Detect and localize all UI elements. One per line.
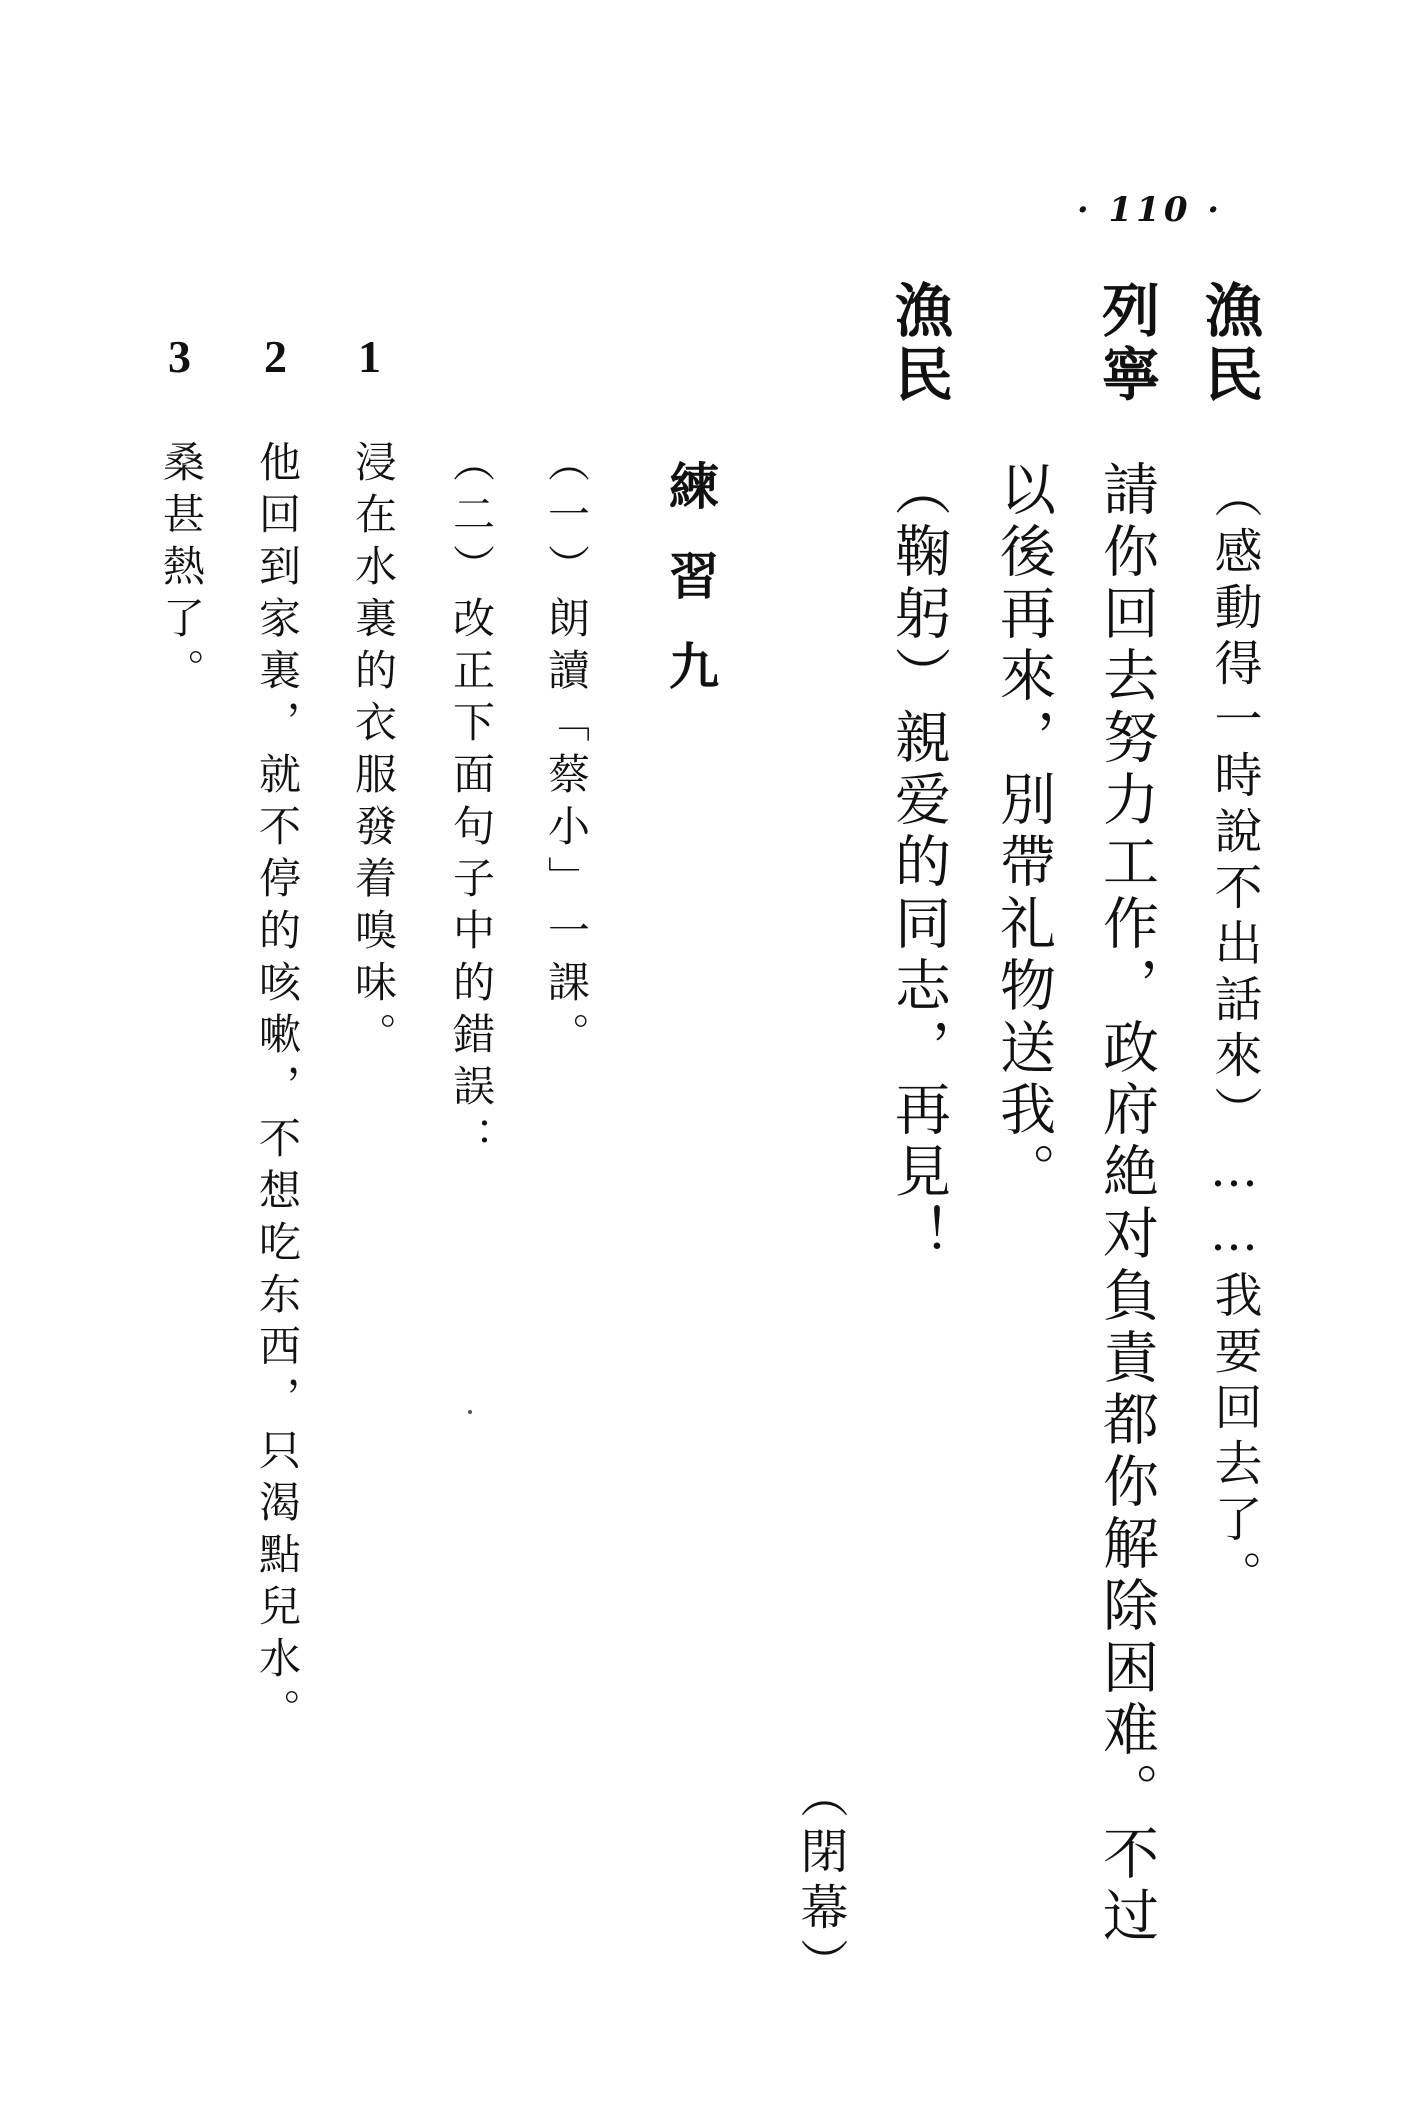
print-speck xyxy=(468,1410,472,1414)
sentence-3: 桑甚熱了。 xyxy=(157,440,206,700)
sentence-2: 他回到家裏，就不停的咳嗽，不想吃东西，只渴點兒水。 xyxy=(253,440,302,1740)
speaker-fisherman-2: 漁民 xyxy=(885,280,953,408)
dialogue-line-lenin-1: 請你回去努力工作，政府絶对負責都你解除困难。不过 xyxy=(1094,460,1159,1948)
page-number: · 110 · xyxy=(1076,190,1224,230)
dialogue-line-fisherman-2: （鞠躬）親爱的同志，再見！ xyxy=(886,460,951,1266)
speaker-lenin: 列寧 xyxy=(1092,280,1160,408)
speaker-fisherman-1: 漁民 xyxy=(1195,280,1263,408)
exercise-item-1: （一）朗讀「蔡小」一課。 xyxy=(542,440,591,1064)
sentence-number-2: 2 xyxy=(264,331,287,382)
stage-direction-curtain: （閉幕） xyxy=(792,1770,848,1994)
dialogue-line-fisherman-1: （感動得一時說不出話來）……我要回去了。 xyxy=(1206,470,1262,1606)
sentence-1: 浸在水裏的衣服發着嗅味。 xyxy=(349,440,398,1064)
exercise-heading: 練習九 xyxy=(661,460,720,730)
sentence-number-1: 1 xyxy=(358,331,381,382)
sentence-number-3: 3 xyxy=(168,331,191,382)
exercise-item-2: （二）改正下面句子中的錯誤： xyxy=(447,440,496,1168)
dialogue-line-lenin-2: 以後再來，別帶礼物送我。 xyxy=(991,460,1056,1204)
